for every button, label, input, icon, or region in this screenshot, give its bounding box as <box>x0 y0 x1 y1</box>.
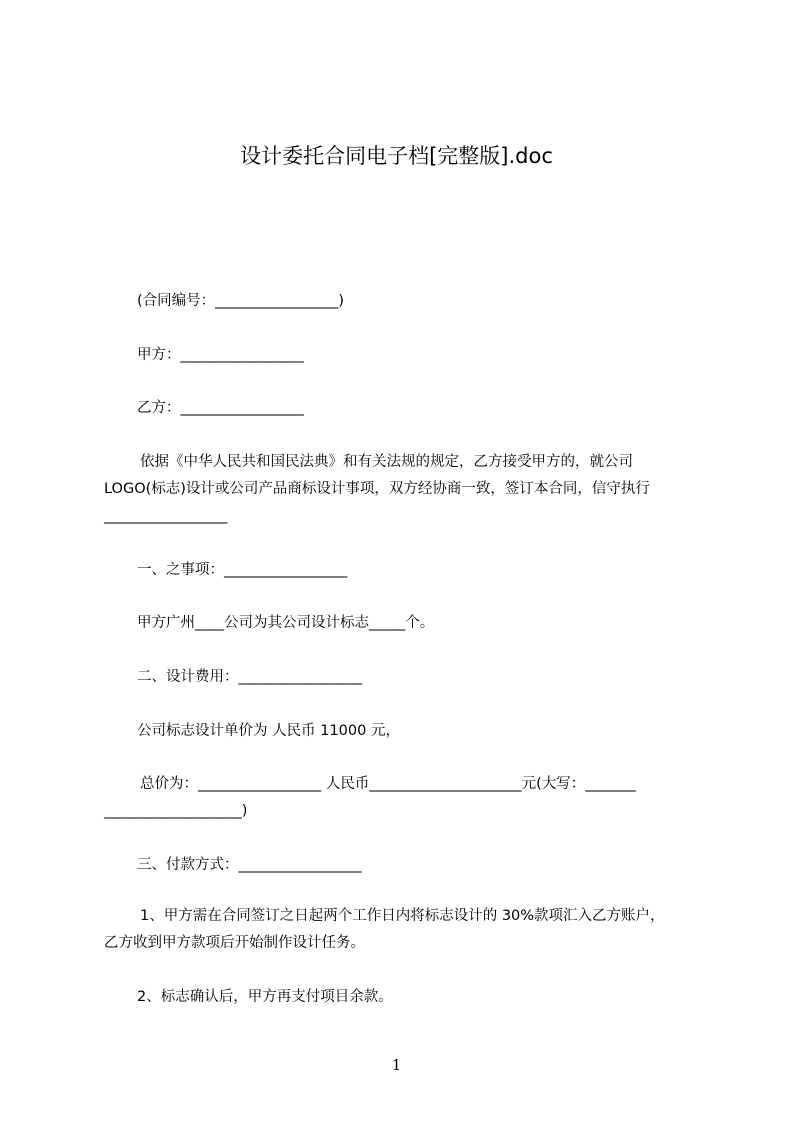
preamble-line-3: _________________ <box>104 508 228 524</box>
page-number: 1 <box>391 1056 402 1074</box>
document-title: 设计委托合同电子档[完整版].doc <box>240 144 553 168</box>
section-1-heading: 一、之事项：_________________ <box>137 562 348 578</box>
party-a-line: 甲方：_________________ <box>137 347 304 363</box>
preamble-line-2: LOGO(标志)设计或公司产品商标设计事项，双方经协商一致，签订本合同，信守执行 <box>104 481 650 497</box>
unit-price-line: 公司标志设计单价为 人民币 11000 元， <box>137 723 400 739</box>
total-price-line-1: 总价为：_________________ 人民币_____________________元(大写：_______ <box>140 776 637 792</box>
section-3-heading: 三、付款方式：_________________ <box>137 857 362 873</box>
section-1-content: 甲方广州____公司为其公司设计标志_____个。 <box>137 615 435 631</box>
payment-term-1-line-2: 乙方收到甲方款项后开始制作设计任务。 <box>104 935 365 951</box>
contract-number-line: (合同编号：_________________) <box>137 293 345 309</box>
payment-term-1-line-1: 1、甲方需在合同签订之日起两个工作日内将标志设计的 30%款项汇入乙方账户， <box>140 908 665 924</box>
payment-term-2: 2、标志确认后，甲方再支付项目余款。 <box>137 989 393 1005</box>
preamble-line-1: 依据《中华人民共和国民法典》和有关法规的规定，乙方接受甲方的，就公司 <box>140 454 633 470</box>
total-price-line-2: ___________________) <box>104 803 248 819</box>
party-b-line: 乙方：_________________ <box>137 400 304 416</box>
section-2-heading: 二、设计费用：_________________ <box>137 669 362 685</box>
